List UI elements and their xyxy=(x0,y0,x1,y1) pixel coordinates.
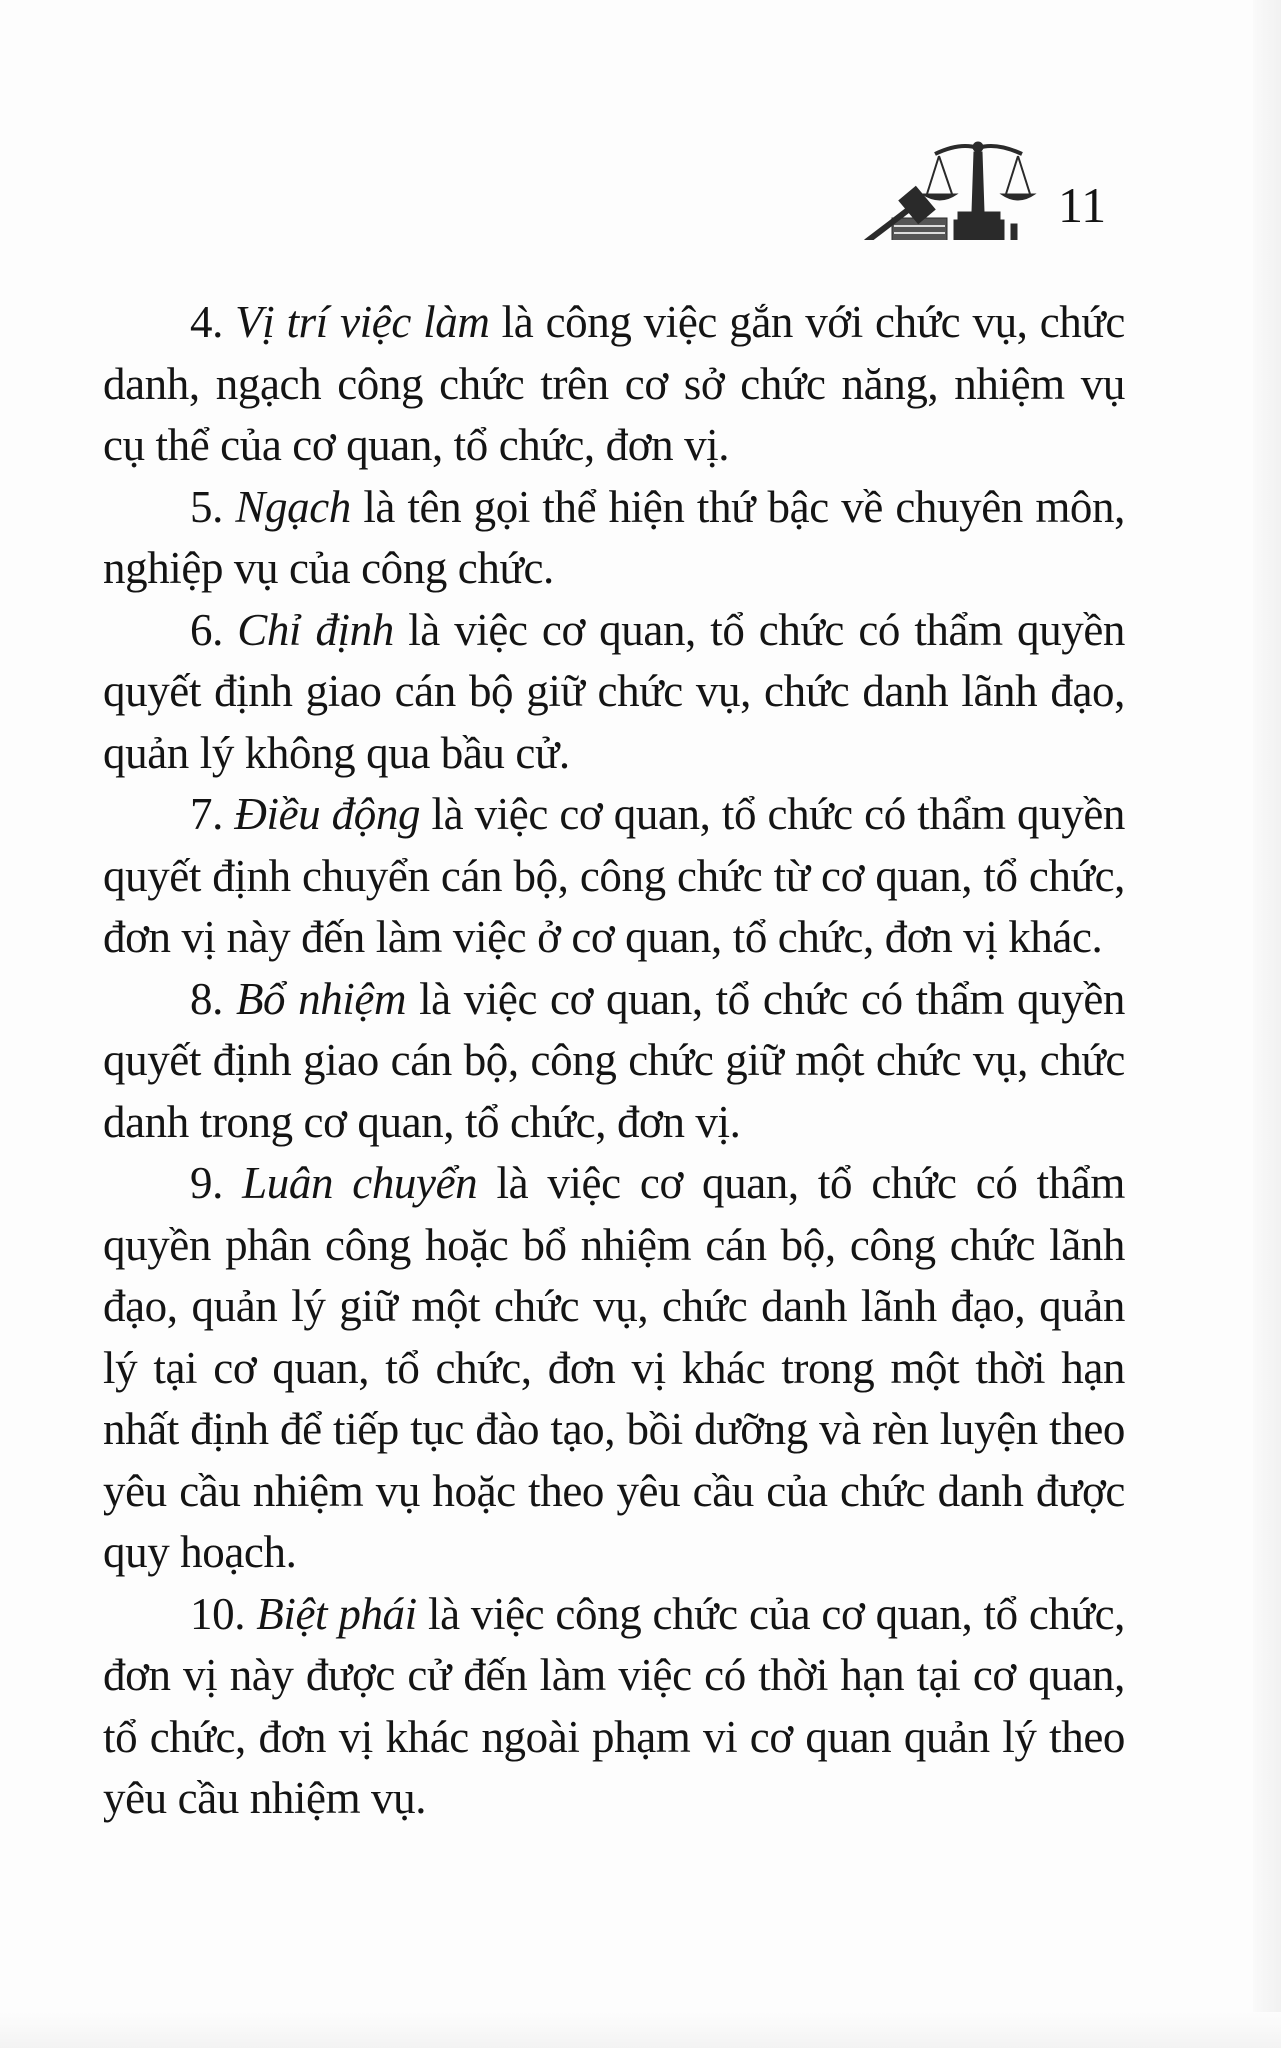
defined-term: Biệt phái xyxy=(256,1588,417,1639)
definition-number: 7. xyxy=(190,789,223,839)
defined-term: Ngạch xyxy=(235,481,351,532)
definition-number: 5. xyxy=(190,481,223,532)
definition-text: là việc cơ quan, tổ chức có thẩm quyền quyết định giao cán bộ giữ chức vụ, chức danh lãnh đạo, quản lý không qua bầu cử. xyxy=(103,604,1126,778)
page-edge-shadow xyxy=(1253,0,1281,2048)
definition-number: 4. xyxy=(190,297,223,347)
page-number: 11 xyxy=(1058,177,1107,233)
defined-term: Điều động xyxy=(234,789,421,839)
definition-6 xyxy=(103,600,1125,785)
page-header xyxy=(860,120,1130,240)
defined-term: Luân chuyển xyxy=(242,1158,478,1208)
definition-10 xyxy=(103,1584,1125,1830)
definition-9 xyxy=(103,1153,1125,1584)
definition-7 xyxy=(103,784,1125,969)
definition-number: 6. xyxy=(190,604,223,655)
definition-text: là việc cơ quan, tổ chức có thẩm quyền quyết định chuyển cán bộ, công chức từ cơ quan, tổ chức, đơn vị này đến làm việc ở cơ quan, tổ chức, đơn vị khác. xyxy=(103,789,1126,962)
definition-5 xyxy=(103,477,1125,600)
defined-term: Vị trí việc làm xyxy=(235,297,490,347)
scales-of-justice-gavel-icon xyxy=(860,120,1040,240)
definition-text: là tên gọi thể hiện thứ bậc về chuyên môn, nghiệp vụ của công chức. xyxy=(103,481,1125,593)
definition-text: là việc cơ quan, tổ chức có thẩm quyền phân công hoặc bổ nhiệm cán bộ, công chức lãnh đạo, quản lý giữ một chức vụ, chức danh lãnh đạo, quản lý tại cơ quan, tổ chức, đơn vị khác trong một thời hạn nhất định để tiếp tục đào tạo, bồi dưỡng và rèn luyện theo yêu cầu nhiệm vụ hoặc theo yêu cầu của chức danh được quy hoạch. xyxy=(103,1158,1125,1577)
defined-term: Bổ nhiệm xyxy=(235,973,407,1024)
definition-text: là việc cơ quan, tổ chức có thẩm quyền quyết định giao cán bộ, công chức giữ một chức vụ, chức danh trong cơ quan, tổ chức, đơn vị. xyxy=(103,973,1126,1147)
definition-text: là việc công chức của cơ quan, tổ chức, đơn vị này được cử đến làm việc có thời hạn tại cơ quan, tổ chức, đơn vị khác ngoài phạm vi cơ quan quản lý theo yêu cầu nhiệm vụ. xyxy=(103,1588,1125,1823)
defined-term: Chỉ định xyxy=(237,604,394,655)
definition-text: là công việc gắn với chức vụ, chức danh, ngạch công chức trên cơ sở chức năng, nhiệm vụ cụ thể của cơ quan, tổ chức, đơn vị. xyxy=(103,297,1125,470)
page-bottom-shadow xyxy=(0,2012,1281,2048)
definition-4 xyxy=(103,292,1125,477)
definition-8 xyxy=(103,969,1125,1154)
document-body xyxy=(103,292,1125,1830)
definition-number: 10. xyxy=(190,1588,246,1639)
definition-number: 9. xyxy=(190,1158,223,1208)
definition-number: 8. xyxy=(190,973,223,1024)
